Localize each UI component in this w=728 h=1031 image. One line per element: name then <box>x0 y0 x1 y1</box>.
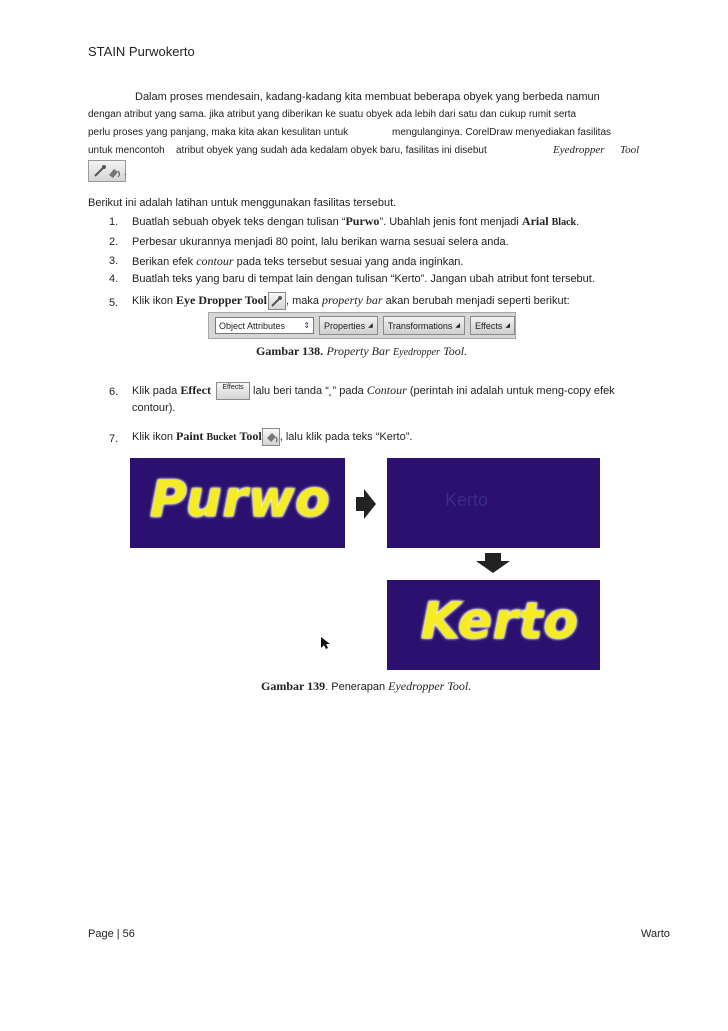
effects-small-label: Effects <box>222 384 244 391</box>
list-number-3: 3. <box>109 255 119 267</box>
list-item-5 <box>132 292 570 310</box>
object-attributes-select[interactable] <box>215 317 314 334</box>
intro-line-2: dengan atribut yang sama. jika atribut yang diberikan ke suatu obyek ada lebih dari satu dan cukup rumit serta <box>88 109 577 120</box>
intro-eyedropper: Eyedropper <box>553 144 605 156</box>
list-item-3-contour: contour <box>196 254 234 268</box>
mouse-cursor-icon <box>320 636 330 655</box>
figure-139-caption <box>261 679 471 694</box>
properties-button[interactable] <box>319 316 378 335</box>
list-item-2: Perbesar ukurannya menjadi 80 point, lalu berikan warna sesuai selera anda. <box>132 236 509 248</box>
list-item-1-text-c: ”. Ubahlah jenis font menjadi <box>379 216 522 228</box>
list-number-5: 5. <box>109 297 119 309</box>
figure-138-caption <box>256 344 467 359</box>
kerto-plain-panel <box>387 458 600 548</box>
list-item-7-paint: Paint <box>176 428 204 443</box>
list-item-1-text-a: Buatlah sebuah obyek teks dengan tulisan “ <box>132 216 346 228</box>
list-number-6: 6. <box>109 386 119 398</box>
caption-138-tool: Tool. <box>443 344 468 358</box>
list-item-3-text-c: pada teks tersebut sesuai yang anda inginkan. <box>233 256 464 268</box>
dropdown-arrow-icon: ◢ <box>455 323 461 329</box>
list-item-6-contour: Contour <box>366 382 407 397</box>
list-item-6-text-c: lalu beri tanda “˛” pada <box>253 384 367 397</box>
purwo-styled-text: Purwo <box>150 470 331 528</box>
list-item-6-text-e: (perintah ini adalah untuk meng-copy efek <box>406 384 615 397</box>
properties-label: Properties <box>324 320 366 331</box>
effects-label: Effects <box>475 320 503 331</box>
list-item-5-text-a: Klik ikon <box>132 294 177 307</box>
caption-139-eyedropper-tool: Eyedropper Tool. <box>388 679 472 693</box>
caption-138-eyedropper: Eyedropper <box>393 347 440 358</box>
list-item-5-tool-name: Eye Dropper Tool <box>176 292 267 307</box>
list-item-1-period: . <box>576 216 580 228</box>
property-bar <box>208 312 516 339</box>
list-item-5-property-bar: property bar <box>322 292 383 307</box>
list-item-1 <box>132 214 579 229</box>
eyedropper-icon <box>268 292 286 310</box>
kerto-plain-text: Kerto <box>445 490 489 510</box>
footer-divider <box>88 920 678 921</box>
effects-button[interactable] <box>470 316 515 335</box>
transformations-button[interactable] <box>383 316 465 335</box>
kerto-styled-text: Kerto <box>421 592 579 650</box>
dropdown-arrow-icon: ◢ <box>505 323 510 329</box>
list-item-7-text-e: , lalu klik pada teks “Kerto”. <box>279 430 413 443</box>
list-number-1: 1. <box>109 216 119 228</box>
list-item-7-bucket: Bucket <box>206 431 237 443</box>
list-item-7-text-a: Klik ikon <box>132 430 177 443</box>
intro-period: . <box>124 167 127 178</box>
list-item-3 <box>132 254 463 269</box>
caption-138-label: Gambar 138. <box>256 344 324 358</box>
spinner-icon: ⇕ <box>303 321 311 330</box>
list-item-7-tool: Tool <box>239 428 262 443</box>
transformations-label: Transformations <box>387 320 453 331</box>
list-item-6 <box>132 382 615 400</box>
kerto-result-panel <box>387 580 600 670</box>
list-item-1-black: Black <box>551 217 577 228</box>
page-number: Page | 56 <box>88 928 135 940</box>
intro-line-4a: untuk mencontoh <box>88 145 165 156</box>
caption-139-label: Gambar 139 <box>261 679 326 693</box>
intro-line-3b: mengulanginya. CorelDraw menyediakan fasilitas <box>392 127 611 138</box>
arrow-down-icon <box>476 553 510 578</box>
list-number-4: 4. <box>109 273 119 285</box>
effects-small-button <box>216 382 250 400</box>
caption-138-property-bar: Property Bar <box>326 344 390 358</box>
exercise-intro: Berikut ini adalah latihan untuk menggunakan fasilitas tersebut. <box>88 197 397 209</box>
list-number-7: 7. <box>109 433 119 445</box>
list-item-1-arial: Arial <box>521 214 549 228</box>
list-item-6-text-a: Klik pada <box>132 384 181 397</box>
list-item-6-effect: Effect <box>180 382 211 397</box>
list-item-5-text-c: , maka <box>285 294 323 307</box>
paint-bucket-icon <box>262 428 280 446</box>
intro-line-3a: perlu proses yang panjang, maka kita akan kesulitan untuk <box>88 127 349 138</box>
intro-line-1: Dalam proses mendesain, kadang-kadang kita membuat beberapa obyek yang berbeda namun <box>135 91 600 103</box>
list-item-3-text-a: Berikan efek <box>132 256 197 268</box>
arrow-right-icon <box>356 489 376 524</box>
author-name: Warto <box>641 928 670 940</box>
object-attributes-value: Object Attributes <box>219 320 286 331</box>
list-item-4: Buatlah teks yang baru di tempat lain dengan tulisan “Kerto”. Jangan ubah atribut font tersebut. <box>132 273 595 285</box>
list-item-6-continuation: contour). <box>132 402 176 414</box>
list-item-1-purwo: Purwo <box>345 214 380 228</box>
dropdown-arrow-icon: ◢ <box>368 323 373 329</box>
page-header: STAIN Purwokerto <box>88 44 195 59</box>
list-item-5-text-e: akan berubah menjadi seperti berikut: <box>382 294 570 307</box>
intro-line-4b: atribut obyek yang sudah ada kedalam obyek baru, fasilitas ini disebut <box>176 145 487 156</box>
purwo-panel <box>130 458 345 548</box>
list-number-2: 2. <box>109 236 119 248</box>
intro-tool: Tool <box>620 144 640 156</box>
caption-139-text: . Penerapan <box>325 681 389 693</box>
eyedropper-tool-icon <box>88 160 126 182</box>
list-item-7 <box>132 428 412 446</box>
